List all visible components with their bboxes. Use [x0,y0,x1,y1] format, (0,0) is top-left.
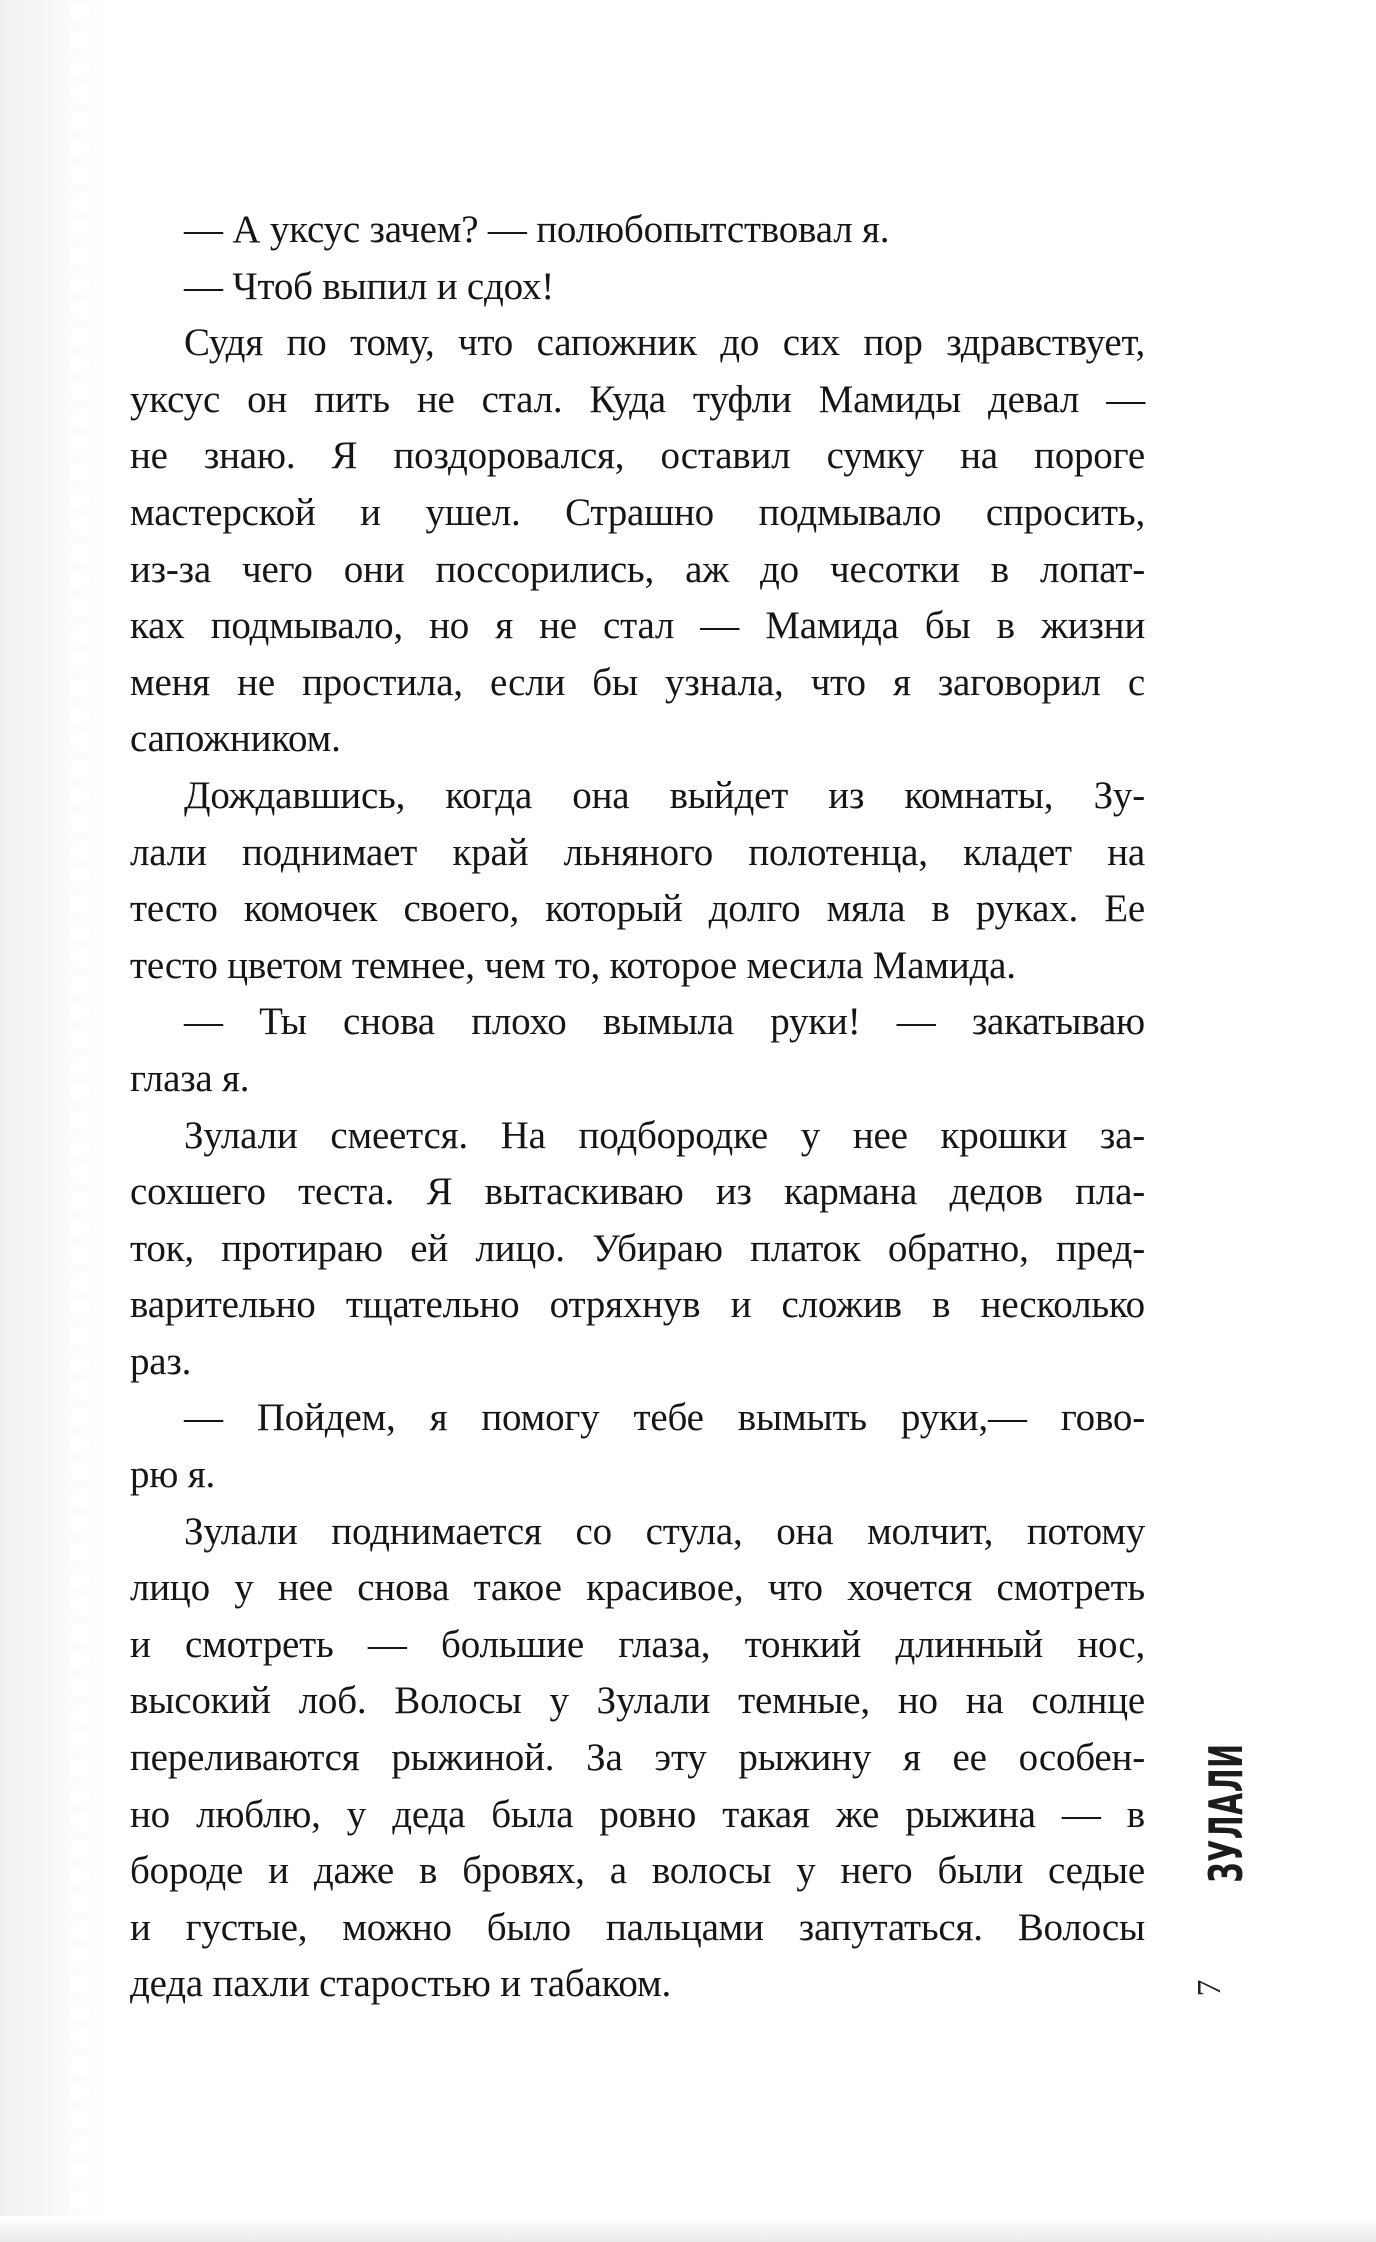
text-line: Судя по тому, что сапожник до сих пор здравствует, [184,321,1145,365]
text-line: — Пойдем, я помогу тебе вымыть руки,— гово- [184,1396,1145,1440]
text-line: — Ты снова плохо вымыла руки! — закатываю [184,1000,1145,1044]
text-line: не знаю. Я поздоровался, оставил сумку на пороге [130,434,1145,478]
left-page-edge-shading [0,0,105,2242]
text-line: — А уксус зачем? — полюбопытствовал я. [184,208,890,251]
text-line: лицо у нее снова такое красивое, что хочется смотреть [130,1566,1145,1610]
text-line: меня не простила, если бы узнала, что я заговорил с [130,660,1145,704]
paragraph [130,1390,1145,1503]
text-line: варительно тщательно отряхнув и сложив в несколько [130,1283,1145,1327]
text-line: сохшего теста. Я вытаскиваю из кармана дедов пла- [130,1170,1145,1214]
paragraph [130,994,1145,1107]
text-line: — Чтоб выпил и сдох! [184,264,555,308]
text-line: сапожником. [130,717,341,761]
text-line: тесто комочек своего, который долго мяла в руках. Ее [130,887,1145,931]
text-line: ток, протираю ей лицо. Убираю платок обратно, пред- [130,1226,1145,1270]
text-line: переливаются рыжиной. За эту рыжину я ее особен- [130,1736,1145,1780]
text-line: высокий лоб. Волосы у Зулали темные, но на солнце [130,1679,1145,1723]
text-line: раз. [130,1339,192,1383]
text-line: и смотреть — большие глаза, тонкий длинный нос, [130,1622,1145,1666]
paragraph [130,259,1145,316]
text-line: и густые, можно было пальцами запутаться. Волосы [130,1905,1145,1949]
page-number: 7 [1191,1979,1228,1997]
text-line: уксус он пить не стал. Куда туфли Мамиды девал — [130,377,1145,421]
text-line: лали поднимает край льняного полотенца, кладет на [130,830,1145,874]
bottom-page-edge-shading [0,2216,1376,2242]
paragraph [130,202,1145,259]
text-line: рю я. [130,1453,216,1497]
text-line: Зулали смеется. На подбородке у нее крошки за- [184,1113,1145,1157]
text-line: тесто цветом темнее, чем то, которое месила Мамида. [130,943,1016,987]
book-text-block [130,202,1145,2013]
text-line: мастерской и ушел. Страшно подмывало спросить, [130,490,1145,534]
text-line: но люблю, у деда была ровно такая же рыжина — в [130,1792,1145,1836]
text-line: ках подмывало, но я не стал — Мамида бы в жизни [130,604,1145,648]
paragraph [130,768,1145,994]
paragraph [130,1504,1145,2013]
text-line: Дождавшись, когда она выйдет из комнаты, Зу- [184,773,1145,817]
text-line: из-за чего они поссорились, аж до чесотки в лопат- [130,547,1145,591]
paragraph [130,315,1145,768]
running-title-vertical: ЗУЛАЛИ [1199,1743,1253,1883]
text-line: деда пахли старостью и табаком. [130,1962,671,2006]
text-line: глаза я. [130,1056,250,1100]
paragraph [130,1108,1145,1391]
text-line: бороде и даже в бровях, а волосы у него были седые [130,1849,1145,1893]
text-line: Зулали поднимается со стула, она молчит, потому [184,1509,1145,1553]
